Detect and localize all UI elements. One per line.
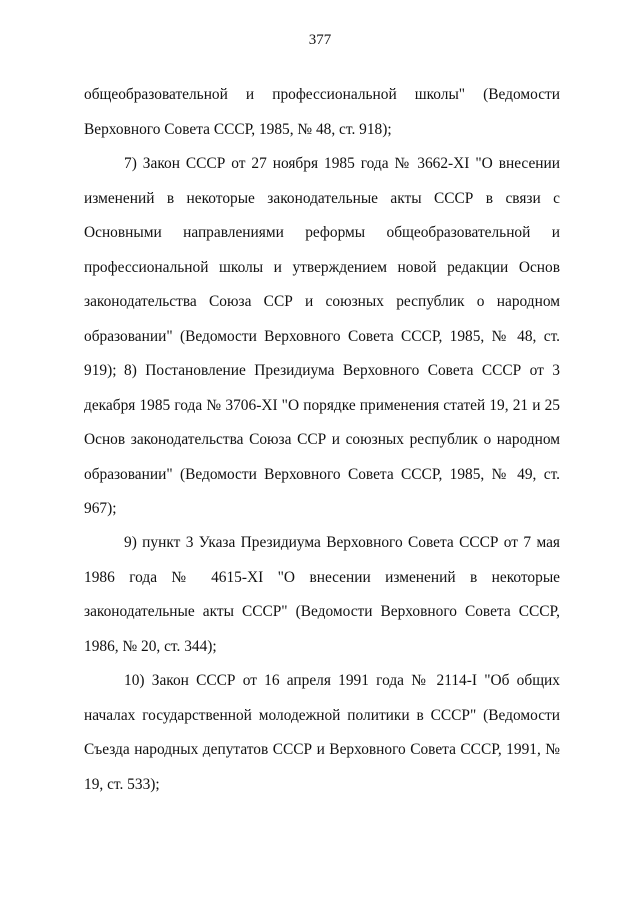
paragraph-item-9: 9) пункт 3 Указа Президиума Верховного Совета СССР от 7 мая 1986 года № 4615-XI "О внесении изменений в некоторые законодательные акты СССР" (Ведомости Верховного Совета СССР, 1986, № 20, ст. 344); — [84, 534, 560, 655]
page-number: 377 — [308, 32, 332, 48]
paragraph-item-7: 7) Закон СССР от 27 ноября 1985 года № 3662-XI "О внесении изменений в некоторые законодательные акты СССР в связи с Основными направлениями реформы общеобразовательной и профессиональной школы и утверждением новой редакции Основ законодательства Союза ССР и союзных республик о народном образовании" (Ведомости Верховного Совета СССР, 1985, № 48, ст. 919); — [84, 155, 560, 380]
paragraph-item-8: 8) Постановление Президиума Верховного Совета СССР от 3 декабря 1985 года № 3706-XI "О порядке применения статей 19, 21 и 25 Основ законодательства Союза ССР и союзных республик о народном образовании" (Ведомости Верховного Совета СССР, 1985, № 49, ст. 967); — [84, 362, 560, 518]
paragraph-item-10: 10) Закон СССР от 16 апреля 1991 года № 2114-I "Об общих началах государственной молодежной политики в СССР" (Ведомости Съезда народных депутатов СССР и Верховного Совета СССР, 1991, № 19, ст. 533); — [84, 672, 560, 793]
paragraph-continuation: общеобразовательной и профессиональной школы" (Ведомости Верховного Совета СССР, 1985, № 48, ст. 918); — [84, 86, 560, 138]
